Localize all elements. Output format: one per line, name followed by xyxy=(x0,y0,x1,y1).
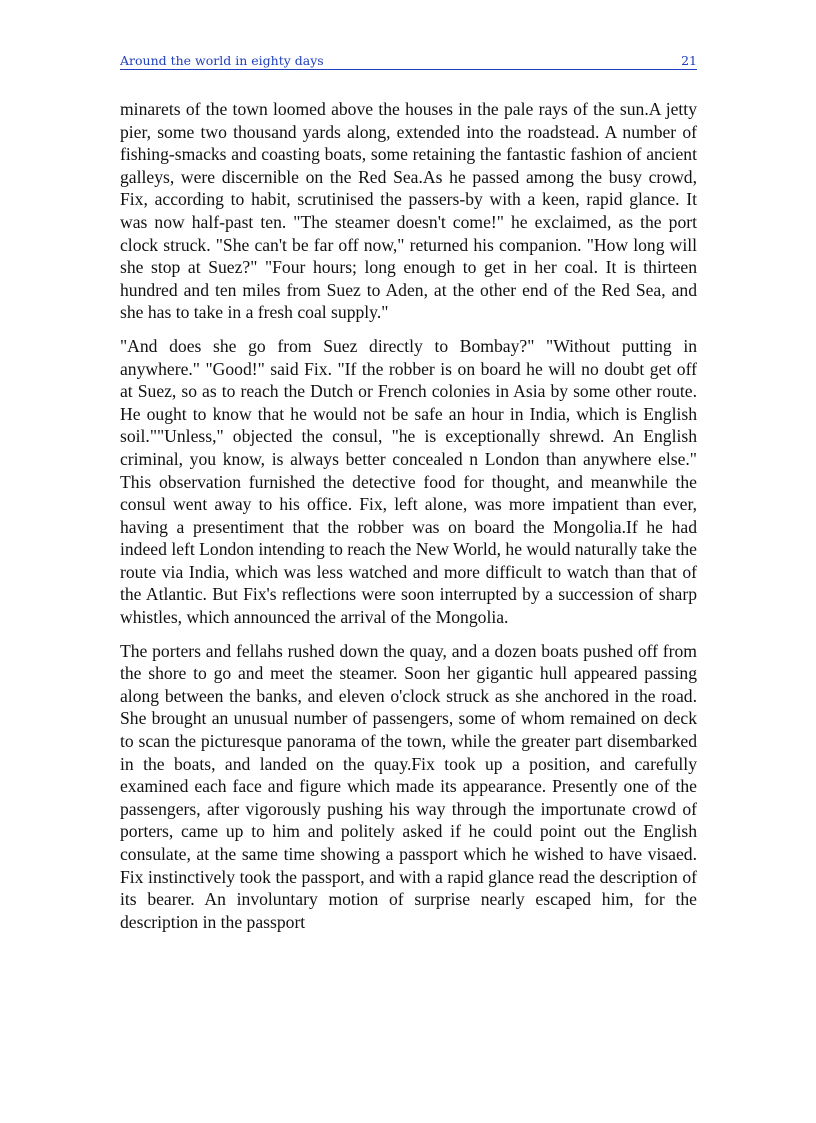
paragraph-1: minarets of the town loomed above the houses in the pale rays of the sun.A jetty pier, some two thousand yards along, extended into the roadstead. A number of fishing-smacks and coasting boats, some retaining the fantastic fashion of ancient galleys, were discernible on the Red Sea.As he passed among the busy crowd, Fix, according to habit, scrutinised the passers-by with a keen, rapid glance. It was now half-past ten. "The steamer doesn't come!" he exclaimed, as the port clock struck. "She can't be far off now," returned his companion. "How long will she stop at Suez?" "Four hours; long enough to get in her coal. It is thirteen hundred and ten miles from Suez to Aden, at the other end of the Red Sea, and she has to take in a fresh coal supply." xyxy=(120,99,697,323)
running-header xyxy=(120,52,697,70)
book-title-link[interactable]: Around the world in eighty days xyxy=(120,53,324,68)
page-number: 21 xyxy=(681,53,697,68)
paragraph-3: The porters and fellahs rushed down the quay, and a dozen boats pushed off from the shore to go and meet the steamer. Soon her gigantic hull appeared passing along between the banks, and eleven o'clock struck as she anchored in the road. She brought an unusual number of passengers, some of whom remained on deck to scan the picturesque panorama of the town, while the greater part disembarked in the boats, and landed on the quay.Fix took up a position, and carefully examined each face and figure which made its appearance. Presently one of the passengers, after vigorously pushing his way through the importunate crowd of porters, came up to him and politely asked if he could point out the English consulate, at the same time showing a passport which he wished to have visaed. Fix instinctively took the passport, and with a rapid glance read the description of its bearer. An involuntary motion of surprise nearly escaped him, for the description in the passport xyxy=(120,640,697,932)
paragraph-2: "And does she go from Suez directly to Bombay?" "Without putting in anywhere." "Good!" said Fix. "If the robber is on board he will no doubt get off at Suez, so as to reach the Dutch or French colonies in Asia by some other route. He ought to know that he would not be safe an hour in India, which is English soil.""Unless," objected the consul, "he is exceptionally shrewd. An English criminal, you know, is always better concealed n London than anywhere else." This observation furnished the detective food for thought, and meanwhile the consul went away to his office. Fix, left alone, was more impatient than ever, having a presentiment that the robber was on board the Mongolia.If he had indeed left London intending to reach the New World, he would naturally take the route via India, which was less watched and more difficult to watch than that of the Atlantic. But Fix's reflections were soon interrupted by a succession of sharp whistles, which announced the arrival of the Mongolia. xyxy=(120,335,697,628)
body-text xyxy=(120,98,697,944)
